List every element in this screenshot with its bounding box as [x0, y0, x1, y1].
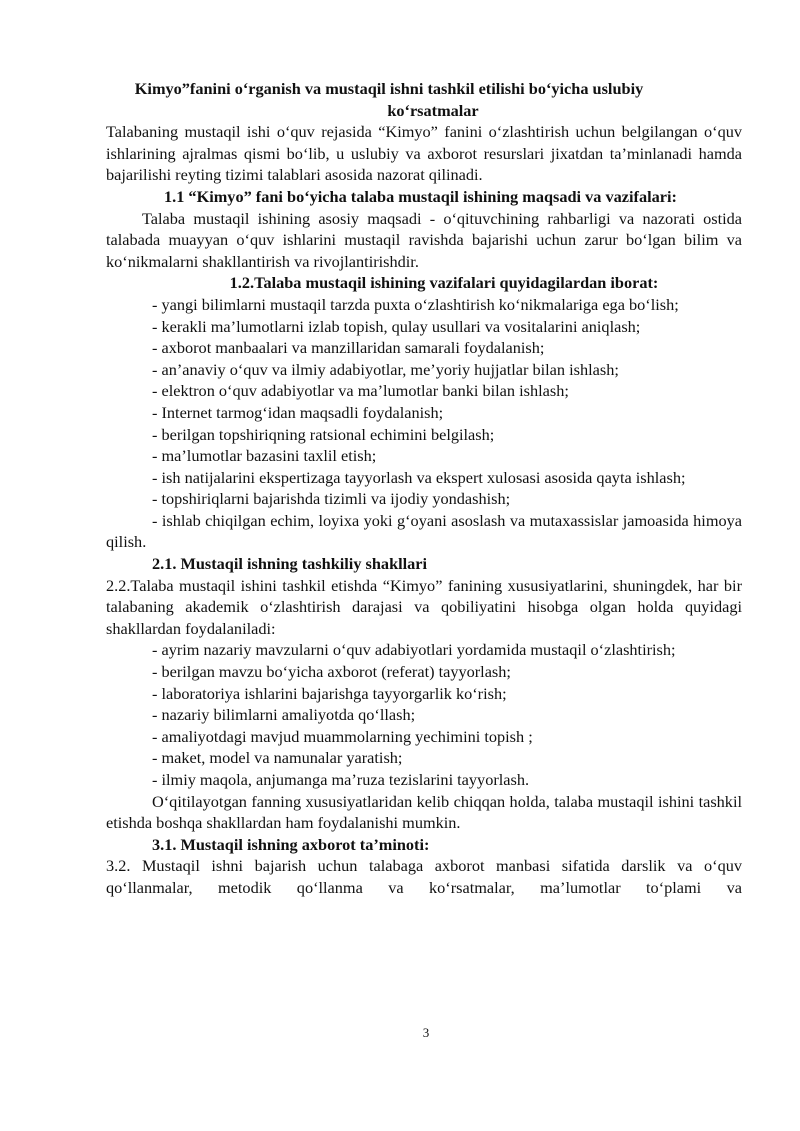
- list-item: - yangi bilimlarni mustaqil tarzda puxta o‘zlashtirish ko‘nikmalariga ega bo‘lish;: [152, 294, 679, 314]
- section-2-2-paragraph: 2.2.Talaba mustaqil ishini tashkil etishda “Kimyo” fanining xususiyatlarini, shuningdek, har bir talabaning akademik o‘zlashtirish darajasi va qobiliyatini hisobga olgan holda quyidagi shakllardan foydalaniladi:: [106, 575, 742, 638]
- list-item: - ayrim nazariy mavzularni o‘quv adabiyotlari yordamida mustaqil o‘zlashtirish;: [152, 640, 676, 660]
- list-item: - an’anaviy o‘quv va ilmiy adabiyotlar, me’yoriy hujjatlar bilan ishlash;: [152, 359, 619, 379]
- section-2-1-heading: 2.1. Mustaqil ishning tashkiliy shakllari: [152, 554, 428, 574]
- list-item: - kerakli ma’lumotlarni izlab topish, qulay usullari va vositalarini aniqlash;: [152, 316, 641, 336]
- list-item: - topshiriqlarni bajarishda tizimli va ijodiy yondashish;: [152, 489, 511, 509]
- list-item: - nazariy bilimlarni amaliyotda qo‘llash;: [152, 705, 416, 725]
- list-item: - maket, model va namunalar yaratish;: [152, 748, 403, 768]
- list-item: - ma’lumotlar bazasini taxlil etish;: [152, 446, 377, 466]
- list-item: - berilgan topshiriqning ratsional echimini belgilash;: [152, 424, 495, 444]
- list-item: - axborot manbaalari va manzillaridan samarali foydalanish;: [152, 338, 545, 358]
- list-item: - berilgan mavzu bo‘yicha axborot (referat) tayyorlash;: [152, 662, 511, 682]
- section-3-1-heading: 3.1. Mustaqil ishning axborot ta’minoti:: [152, 834, 430, 854]
- page-number: 3: [422, 1025, 430, 1040]
- list-item: - ish natijalarini ekspertizaga tayyorlash va ekspert xulosasi asosida qayta ishlash;: [152, 467, 686, 487]
- title-line-2: ko‘rsatmalar: [387, 100, 479, 120]
- section-3-2-paragraph: 3.2. Mustaqil ishni bajarish uchun talabaga axborot manbasi sifatida darslik va o‘quv qo‘llanmalar, metodik qo‘llanma va ko‘rsatmalar, ma’lumotlar to‘plami va: [106, 856, 742, 897]
- list-item: - amaliyotdagi mavjud muammolarning yechimini topish ;: [152, 726, 533, 746]
- list-item: - elektron o‘quv adabiyotlar va ma’lumotlar banki bilan ishlash;: [152, 381, 569, 401]
- tasks-list: [106, 294, 742, 553]
- list-item: - ilmiy maqola, anjumanga ma’ruza tezislarini tayyorlash.: [152, 770, 530, 789]
- document-page: [106, 78, 742, 899]
- document-title: [106, 78, 742, 121]
- section-1-1-heading: 1.1 “Kimyo” fani bo‘yicha talaba mustaqil ishining maqsadi va vazifalari:: [164, 186, 677, 206]
- section-1-1-paragraph: Talaba mustaqil ishining asosiy maqsadi - o‘qituvchining rahbarligi va nazorati ostida talabada muayyan o‘quv ishlarini mustaqil ravishda bajarishi uchun zarur bo‘lgan bilim va ko‘nikmalarni shakllantirish va rivojlantirishdir.: [106, 208, 742, 271]
- forms-list: [106, 639, 742, 790]
- title-line-1: Kimyo”fanini o‘rganish va mustaqil ishni tashkil etilishi bo‘yicha uslubiy: [134, 79, 644, 98]
- list-item: - Internet tarmog‘idan maqsadli foydalanish;: [152, 402, 444, 422]
- list-item: - ishlab chiqilgan echim, loyixa yoki g‘oyani asoslash va mutaxassislar jamoasida himoya qilish.: [106, 510, 742, 552]
- list-item: - laboratoriya ishlarini bajarishga tayyorgarlik ko‘rish;: [152, 683, 507, 703]
- intro-paragraph: Talabaning mustaqil ishi o‘quv rejasida “Kimyo” fanini o‘zlashtirish uchun belgilangan o‘quv ishlarining ajralmas qismi bo‘lib, u uslubiy va axborot resurslari jixatdan ta’minlanadi hamda bajarilishi reyting tizimi talablari asosida nazorat qilinadi.: [106, 122, 742, 185]
- section-2-2-closing: O‘qitilayotgan fanning xususiyatlaridan kelib chiqqan holda, talaba mustaqil ishini tashkil etishda boshqa shakllardan ham foydalanishi mumkin.: [106, 791, 742, 833]
- section-1-2-heading: 1.2.Talaba mustaqil ishining vazifalari quyidagilardan iborat:: [229, 273, 659, 293]
